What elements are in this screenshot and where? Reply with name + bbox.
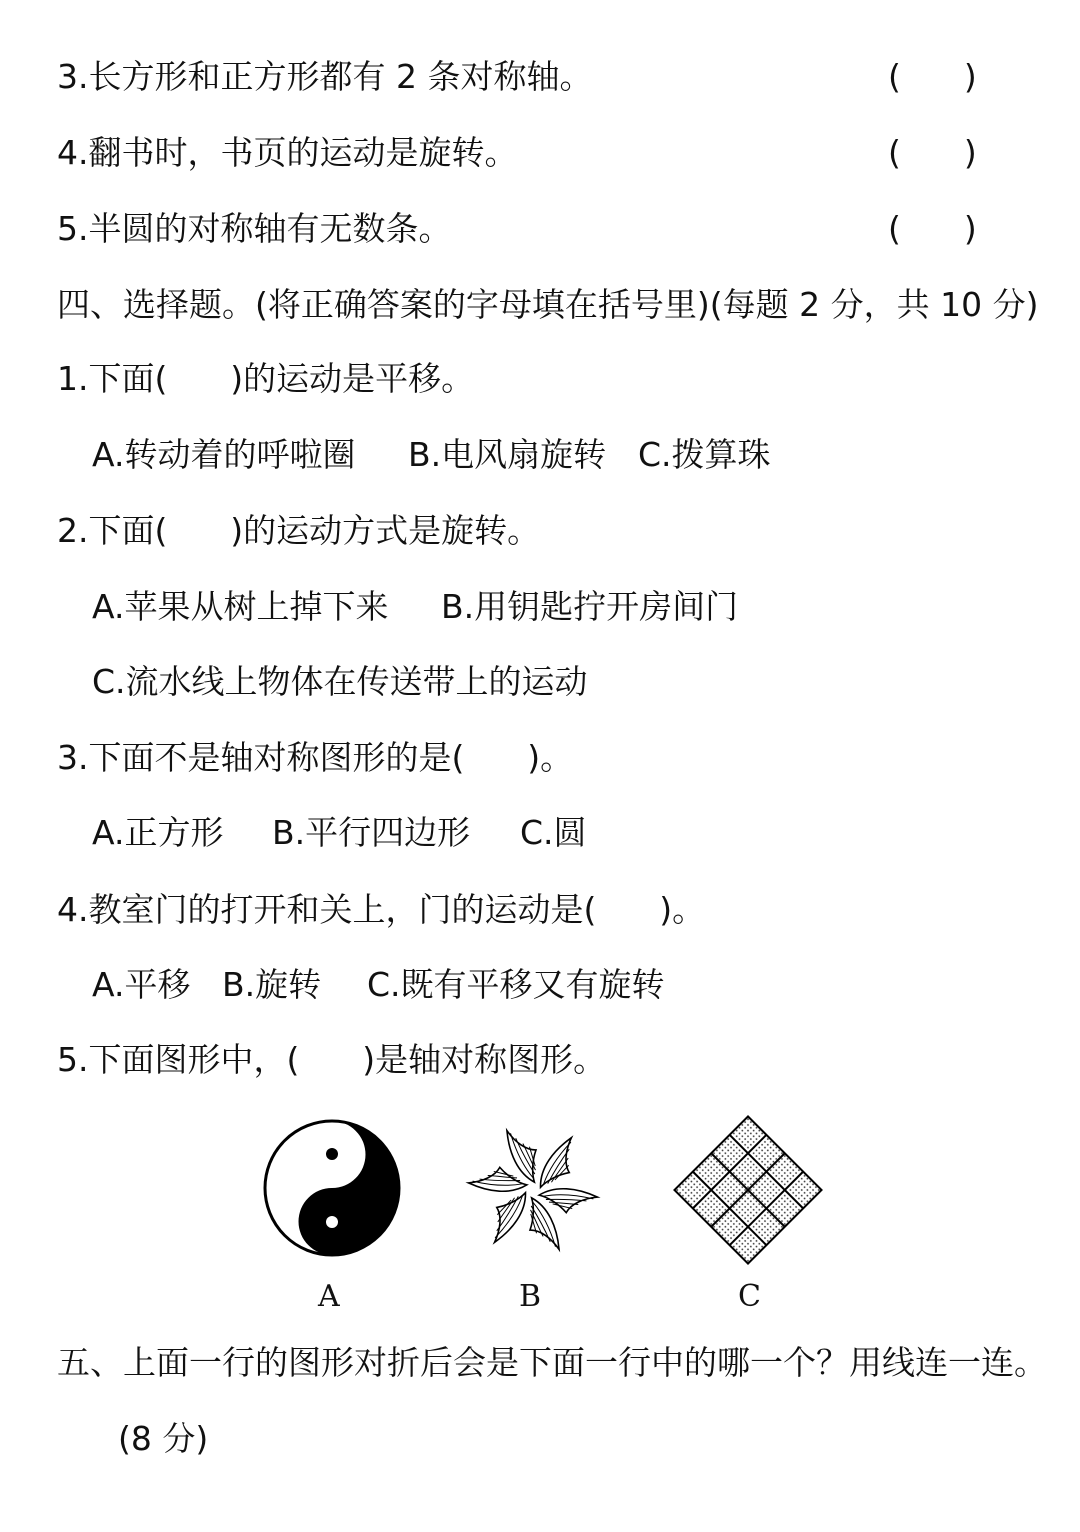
yin-yang-figure	[262, 1118, 402, 1258]
figure-label-c: C	[738, 1279, 761, 1314]
judgement-item-3: 3.长方形和正方形都有 2 条对称轴。	[57, 57, 593, 96]
answer-paren[interactable]: ( )	[888, 209, 977, 248]
option-a: A.平移	[92, 965, 191, 1004]
option-b: B.电风扇旋转	[408, 435, 607, 474]
lattice-figure	[668, 1110, 828, 1270]
option-c: C.流水线上物体在传送带上的运动	[92, 662, 588, 701]
option-c: C.圆	[520, 813, 587, 852]
option-c: C.拨算珠	[638, 435, 771, 474]
option-a: A.苹果从树上掉下来	[92, 587, 389, 626]
question-2-stem: 2.下面( )的运动方式是旋转。	[57, 511, 541, 550]
section-5-points: (8 分)	[118, 1419, 209, 1458]
option-b: B.平行四边形	[272, 813, 471, 852]
section-4-title: 四、选择题。(将正确答案的字母填在括号里)(每题 2 分，共 10 分)	[57, 285, 1039, 324]
option-a: A.正方形	[92, 813, 224, 852]
question-5-stem: 5.下面图形中，( )是轴对称图形。	[57, 1040, 607, 1079]
option-c: C.既有平移又有旋转	[367, 965, 665, 1004]
judgement-item-4: 4.翻书时，书页的运动是旋转。	[57, 133, 518, 172]
figure-label-b: B	[519, 1279, 542, 1314]
pinwheel-figure	[445, 1110, 620, 1270]
section-5-title: 五、上面一行的图形对折后会是下面一行中的哪一个？用线连一连。	[57, 1343, 1047, 1382]
answer-paren[interactable]: ( )	[888, 57, 977, 96]
judgement-item-5: 5.半圆的对称轴有无数条。	[57, 209, 452, 248]
option-b: B.用钥匙拧开房间门	[441, 587, 739, 626]
question-3-stem: 3.下面不是轴对称图形的是( )。	[57, 738, 574, 777]
option-b: B.旋转	[222, 965, 322, 1004]
question-1-stem: 1.下面( )的运动是平移。	[57, 359, 475, 398]
answer-paren[interactable]: ( )	[888, 133, 977, 172]
question-4-stem: 4.教室门的打开和关上，门的运动是( )。	[57, 890, 706, 929]
option-a: A.转动着的呼啦圈	[92, 435, 356, 474]
figure-label-a: A	[318, 1279, 340, 1314]
